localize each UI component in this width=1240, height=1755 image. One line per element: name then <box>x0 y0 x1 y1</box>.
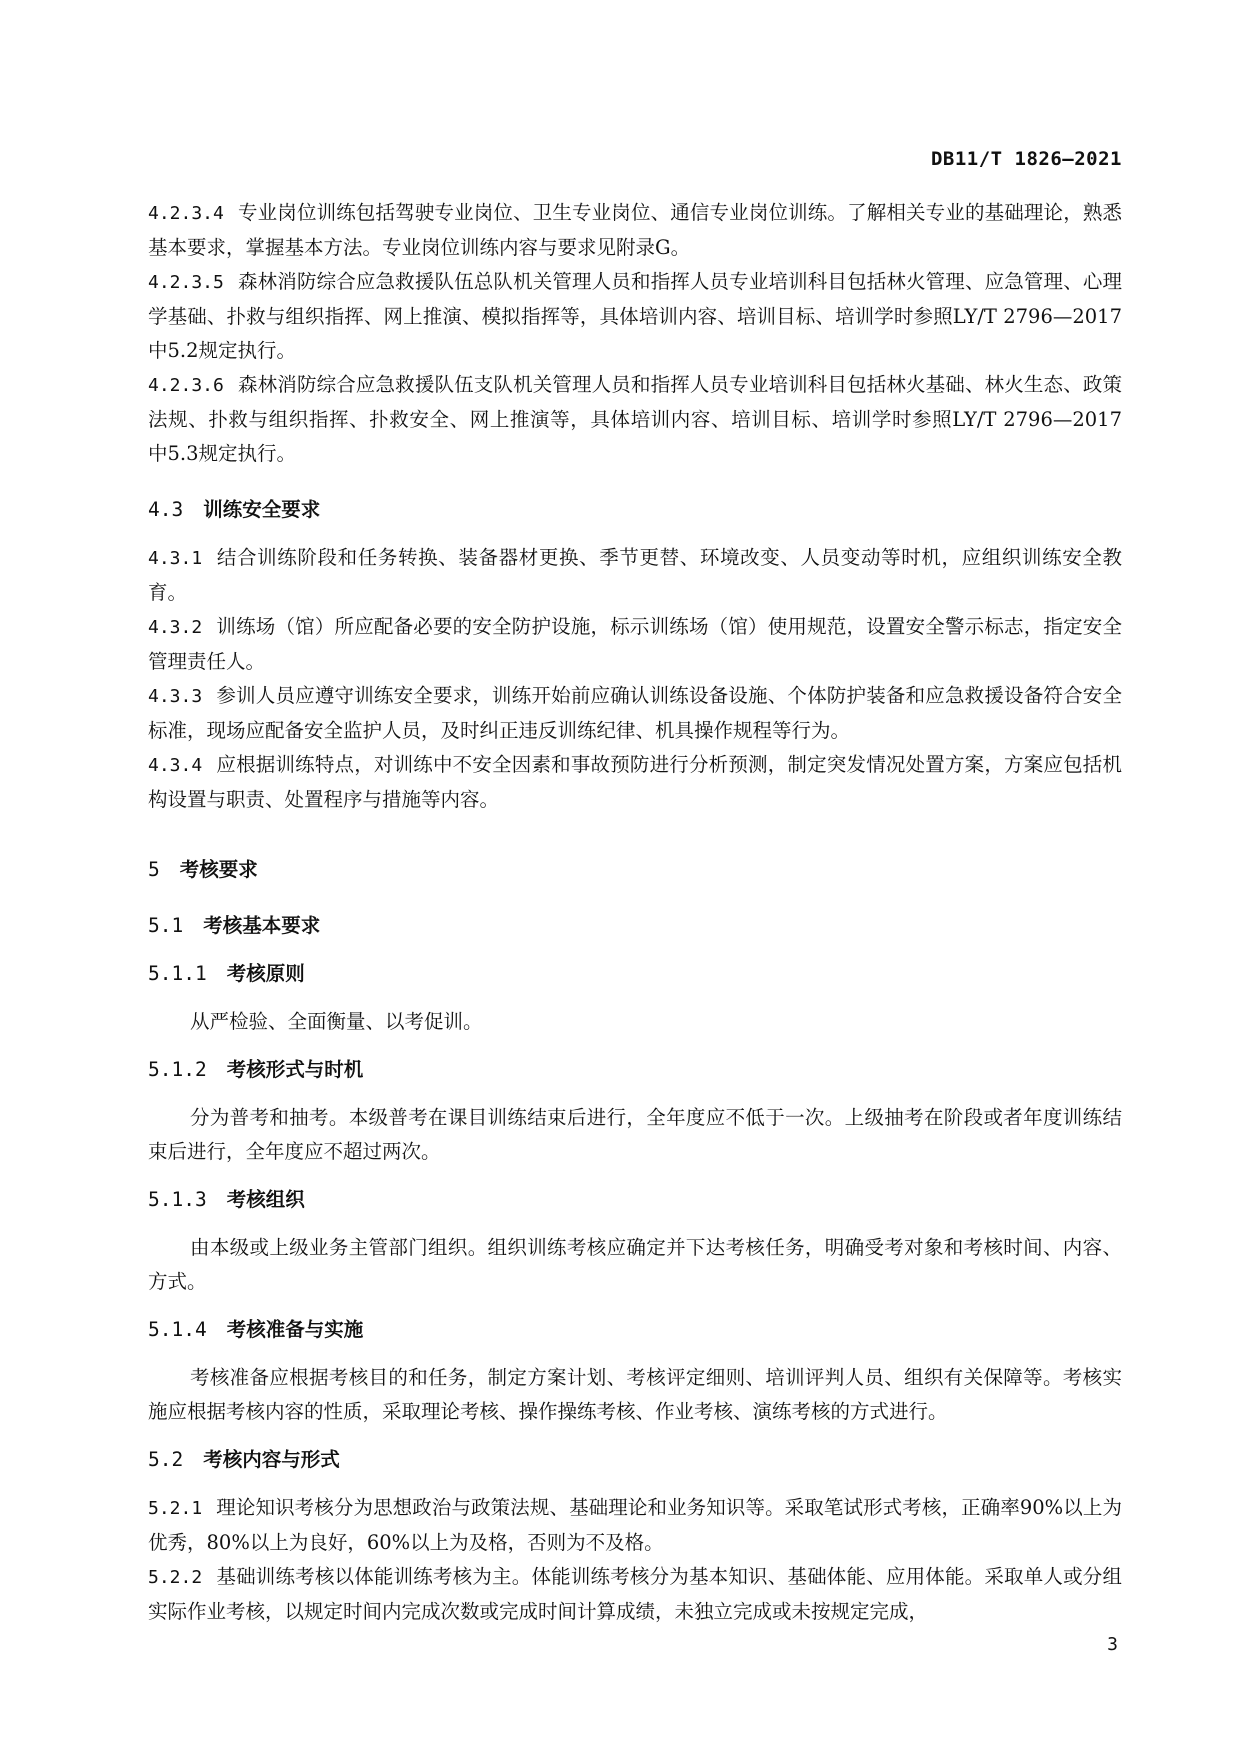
section-title: 考核内容与形式 <box>203 1448 340 1471</box>
clause-5-2-2 <box>148 1560 1122 1629</box>
page-number: 3 <box>1107 1634 1118 1655</box>
subsection-heading-5-1-1 <box>148 957 1122 991</box>
section-heading-4-3 <box>148 493 1122 527</box>
subsection-text-5-1-2: 分为普考和抽考。本级普考在课目训练结束后进行，全年度应不低于一次。上级抽考在阶段或者年度训练结束后进行，全年度应不超过两次。 <box>148 1106 1122 1163</box>
clause-text: 结合训练阶段和任务转换、装备器材更换、季节更替、环境改变、人员变动等时机，应组织训练安全教育。 <box>148 546 1122 604</box>
subsection-text-5-1-4: 考核准备应根据考核目的和任务，制定方案计划、考核评定细则、培训评判人员、组织有关保障等。考核实施应根据考核内容的性质，采取理论考核、操作操练考核、作业考核、演练考核的方式进行。 <box>148 1366 1122 1423</box>
chapter-heading-5 <box>148 853 1122 887</box>
subsection-title: 考核原则 <box>226 962 305 985</box>
document-body <box>148 196 1122 1629</box>
clause-4-3-1 <box>148 541 1122 610</box>
clause-number: 4.3.4 <box>148 755 203 776</box>
subsection-title: 考核准备与实施 <box>226 1318 364 1341</box>
section-heading-5-1 <box>148 909 1122 943</box>
chapter-title: 考核要求 <box>179 858 258 881</box>
clause-text: 参训人员应遵守训练安全要求，训练开始前应确认训练设备设施、个体防护装备和应急救援设备符合安全标准，现场应配备安全监护人员，及时纠正违反训练纪律、机具操作规程等行为。 <box>148 684 1122 742</box>
section-title: 考核基本要求 <box>203 914 321 937</box>
section-number: 5.2 <box>148 1448 184 1471</box>
clause-4-2-3-4 <box>148 196 1122 265</box>
subsection-number: 5.1.2 <box>148 1058 207 1081</box>
clause-number: 5.2.2 <box>148 1567 203 1588</box>
clause-5-2-1 <box>148 1491 1122 1560</box>
clause-text: 应根据训练特点，对训练中不安全因素和事故预防进行分析预测，制定突发情况处置方案，方案应包括机构设置与职责、处置程序与措施等内容。 <box>148 753 1122 811</box>
subsection-number: 5.1.4 <box>148 1318 207 1341</box>
section-heading-5-2 <box>148 1443 1122 1477</box>
clause-text: 森林消防综合应急救援队伍总队机关管理人员和指挥人员专业培训科目包括林火管理、应急管理、心理学基础、扑救与组织指挥、网上推演、模拟指挥等，具体培训内容、培训目标、培训学时参照LY/T 2796—2017 中5.2规定执行。 <box>148 270 1122 362</box>
clause-number: 4.2.3.6 <box>148 375 224 396</box>
clause-4-3-3 <box>148 679 1122 748</box>
clause-number: 4.3.1 <box>148 548 203 569</box>
clause-text: 森林消防综合应急救援队伍支队机关管理人员和指挥人员专业培训科目包括林火基础、林火生态、政策法规、扑救与组织指挥、扑救安全、网上推演等，具体培训内容、培训目标、培训学时参照LY/T 2796—2017 中5.3规定执行。 <box>148 373 1122 465</box>
clause-text: 专业岗位训练包括驾驶专业岗位、卫生专业岗位、通信专业岗位训练。了解相关专业的基础理论，熟悉基本要求，掌握基本方法。专业岗位训练内容与要求见附录G。 <box>148 201 1122 259</box>
clause-text: 训练场（馆）所应配备必要的安全防护设施，标示训练场（馆）使用规范，设置安全警示标志，指定安全管理责任人。 <box>148 615 1122 673</box>
subsection-number: 5.1.3 <box>148 1188 207 1211</box>
clause-number: 4.2.3.4 <box>148 203 224 224</box>
clause-number: 4.2.3.5 <box>148 272 224 293</box>
subsection-title: 考核组织 <box>226 1188 305 1211</box>
clause-text: 理论知识考核分为思想政治与政策法规、基础理论和业务知识等。采取笔试形式考核，正确率90%以上为优秀，80%以上为良好，60%以上为及格，否则为不及格。 <box>148 1496 1122 1554</box>
subsection-title: 考核形式与时机 <box>226 1058 364 1081</box>
chapter-number: 5 <box>148 858 160 881</box>
subsection-text-5-1-1: 从严检验、全面衡量、以考促训。 <box>190 1010 483 1033</box>
clause-number: 4.3.3 <box>148 686 203 707</box>
document-code: DB11/T 1826—2021 <box>930 148 1122 170</box>
subsection-heading-5-1-2 <box>148 1053 1122 1087</box>
clause-4-3-4 <box>148 748 1122 817</box>
subsection-heading-5-1-4 <box>148 1313 1122 1347</box>
clause-4-2-3-5 <box>148 265 1122 368</box>
clause-text: 基础训练考核以体能训练考核为主。体能训练考核分为基本知识、基础体能、应用体能。采取单人或分组实际作业考核，以规定时间内完成次数或完成时间计算成绩，未独立完成或未按规定完成， <box>148 1565 1122 1623</box>
subsection-heading-5-1-3 <box>148 1183 1122 1217</box>
section-number: 4.3 <box>148 498 184 521</box>
subsection-text-5-1-3: 由本级或上级业务主管部门组织。组织训练考核应确定并下达考核任务，明确受考对象和考核时间、内容、方式。 <box>148 1236 1122 1293</box>
clause-number: 4.3.2 <box>148 617 203 638</box>
subsection-number: 5.1.1 <box>148 962 207 985</box>
clause-4-2-3-6 <box>148 368 1122 471</box>
clause-4-3-2 <box>148 610 1122 679</box>
section-title: 训练安全要求 <box>203 498 321 521</box>
section-number: 5.1 <box>148 914 184 937</box>
clause-number: 5.2.1 <box>148 1498 203 1519</box>
